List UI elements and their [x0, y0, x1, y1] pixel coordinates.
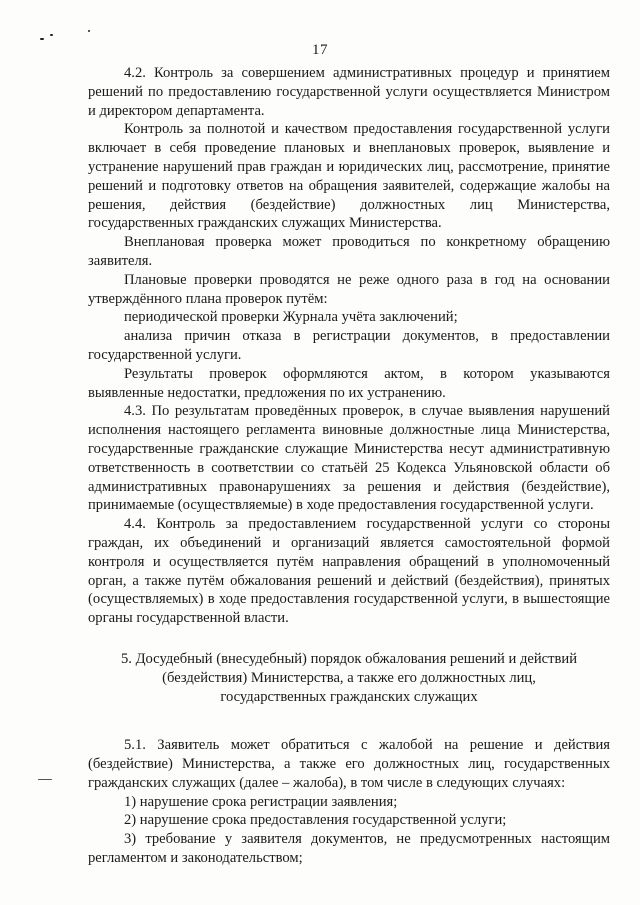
section-heading-line: государственных гражданских служащих	[220, 688, 478, 705]
paragraph: периодической проверки Журнала учёта заключений;	[124, 309, 458, 326]
section-heading	[88, 650, 610, 706]
section-heading-line: 5. Досудебный (внесудебный) порядок обжалования решений и действий	[120, 650, 578, 667]
paragraph: 4.4. Контроль за предоставлением государственной услуги со стороны граждан, их объединений и организаций является самостоятельной формой контроля и осуществляется путём направления обращений в уполномоченный орган, а также путём обжалования решений и действий (бездействия), принятых (осуществляемых) в ходе предоставления государственной услуги, в вышестоящие органы государственной власти.	[88, 516, 610, 627]
list-item: 3) требование у заявителя документов, не предусмотренных настоящим регламентом и законодательством;	[88, 831, 610, 867]
section-heading-line: (бездействия) Министерства, а также его должностных лиц,	[162, 669, 536, 686]
paragraph: анализа причин отказа в регистрации документов, в предоставлении государственной услуги.	[88, 328, 610, 363]
scan-artifact	[88, 30, 90, 32]
scan-artifact	[38, 779, 52, 780]
section5-intro: 5.1. Заявитель может обратиться с жалобой на решение и действия (бездействие) Министерства, а также его должностных лиц, государственных гражданских служащих (далее – жалоба), в том числе в следующих случаях:	[88, 737, 610, 791]
paragraph: Результаты проверок оформляются актом, в котором указываются выявленные недостатки, предложения по их устранению.	[88, 365, 610, 401]
paragraph: 4.3. По результатам проведённых проверок, в случае выявления нарушений исполнения настоящего регламента виновные должностные лица Министерства, государственные гражданские служащие Министерства несут административную ответственность в соответствии со статьёй 25 Кодекса Ульяновской области об административных правонарушениях за решения и действия (бездействие), принимаемые (осуществляемые) в ходе предоставления государственной услуги.	[88, 403, 610, 514]
scan-artifact	[50, 34, 53, 36]
page-number: 17	[312, 42, 328, 58]
list-item: 2) нарушение срока предоставления государственной услуги;	[124, 812, 507, 829]
scan-artifact	[40, 38, 44, 40]
list-item: 1) нарушение срока регистрации заявления;	[124, 793, 398, 810]
paragraph: Плановые проверки проводятся не реже одного раза в год на основании утверждённого плана проверок путём:	[88, 271, 610, 307]
paragraph: Внеплановая проверка может проводиться по конкретному обращению заявителя.	[88, 234, 610, 269]
paragraph: Контроль за полнотой и качеством предоставления государственной услуги включает в себя проведение плановых и внеплановых проверок, выявление и устранение нарушений прав граждан и юридических лиц, рассмотрение, принятие решений и подготовку ответов на обращения заявителей, содержащие жалобы на решения, действия (бездействие) должностных лиц Министерства, государственных гражданских служащих Министерства.	[88, 121, 610, 232]
paragraph: 4.2. Контроль за совершением административных процедур и принятием решений по предоставлению государственной услуги осуществляется Министром и директором департамента.	[88, 65, 610, 119]
document-body	[88, 64, 610, 868]
